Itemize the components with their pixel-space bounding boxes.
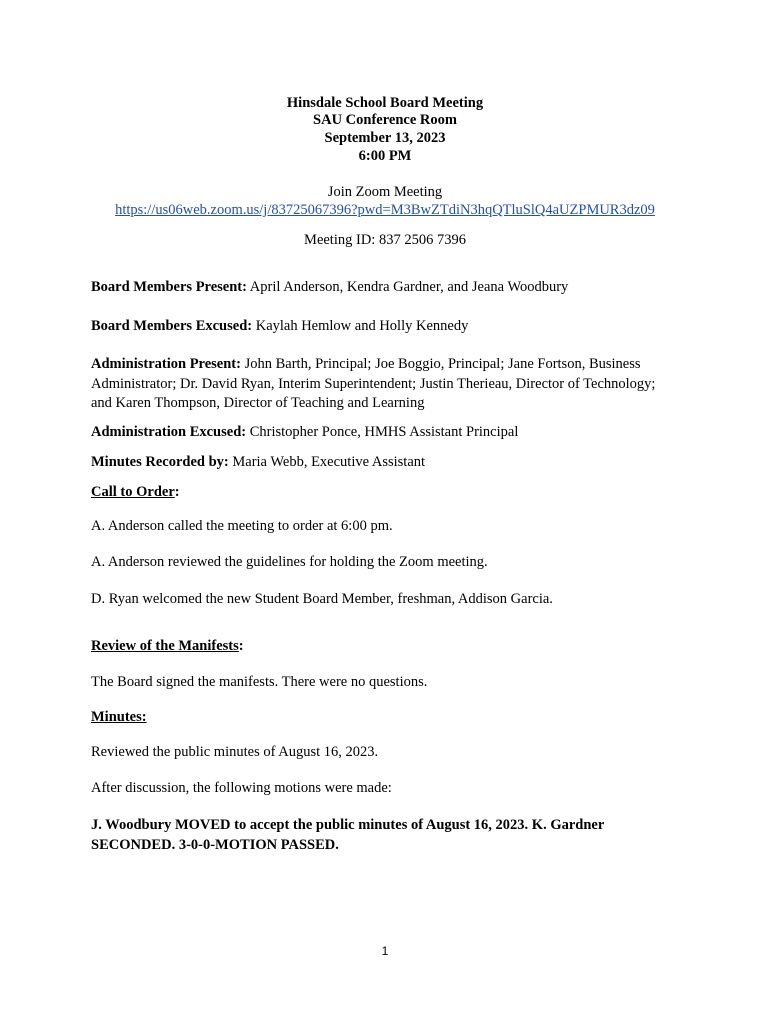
call-to-order-colon: : xyxy=(174,484,180,500)
admin-excused-value: Christopher Ponce, HMHS Assistant Principal xyxy=(246,424,519,440)
zoom-meeting-link[interactable]: https://us06web.zoom.us/j/83725067396?pwd=M3BwZTdiN3hqQTluSlQ4aUZPMUR3dz09 xyxy=(115,202,655,218)
minutes-p2: After discussion, the following motions were made: xyxy=(91,780,392,796)
meeting-time: 6:00 PM xyxy=(358,148,412,164)
call-to-order-heading-row xyxy=(91,483,681,503)
page-number: 1 xyxy=(381,944,389,958)
board-present-paragraph xyxy=(91,278,681,298)
admin-excused-label: Administration Excused: xyxy=(91,424,247,440)
board-present-label: Board Members Present: xyxy=(91,279,247,295)
recorder-label: Minutes Recorded by: xyxy=(91,454,229,470)
minutes-motion: J. Woodbury MOVED to accept the public minutes of August 16, 2023. K. Gardner SECONDED. 3-0-0-MOTION PASSED. xyxy=(91,817,605,853)
meeting-date: September 13, 2023 xyxy=(324,130,446,146)
admin-present-value: John Barth, Principal; Joe Boggio, Principal; Jane Fortson, Business Administrator; Dr. David Ryan, Interim Superintendent; Justin Therieau, Director of Technology; and Karen Thompson, Director of Teaching and Learning xyxy=(91,356,656,411)
board-present-value: April Anderson, Kendra Gardner, and Jeana Woodbury xyxy=(246,279,569,295)
manifests-heading: Review of the Manifests xyxy=(91,638,239,654)
call-to-order-p3: D. Ryan welcomed the new Student Board Member, freshman, Addison Garcia. xyxy=(91,591,553,607)
zoom-link-row xyxy=(0,201,770,220)
zoom-label: Join Zoom Meeting xyxy=(327,184,443,200)
manifests-p1: The Board signed the manifests. There were no questions. xyxy=(91,674,428,690)
call-to-order-p2: A. Anderson reviewed the guidelines for holding the Zoom meeting. xyxy=(91,554,488,570)
board-excused-value: Kaylah Hemlow and Holly Kennedy xyxy=(252,318,469,334)
recorder-paragraph xyxy=(91,453,681,473)
recorder-value: Maria Webb, Executive Assistant xyxy=(228,454,426,470)
admin-excused-paragraph xyxy=(91,423,681,443)
meeting-title: Hinsdale School Board Meeting xyxy=(286,95,484,111)
meeting-location: SAU Conference Room xyxy=(313,112,457,128)
board-excused-paragraph xyxy=(91,317,681,337)
call-to-order-heading: Call to Order xyxy=(91,484,175,500)
board-excused-label: Board Members Excused: xyxy=(91,318,253,334)
meeting-id: Meeting ID: 837 2506 7396 xyxy=(304,232,466,248)
manifests-heading-row xyxy=(91,637,681,657)
manifests-colon: : xyxy=(238,638,244,654)
call-to-order-p1: A. Anderson called the meeting to order at 6:00 pm. xyxy=(91,518,393,534)
minutes-p1: Reviewed the public minutes of August 16, 2023. xyxy=(91,744,379,760)
admin-present-label: Administration Present: xyxy=(91,356,241,372)
admin-present-paragraph xyxy=(91,355,676,414)
minutes-heading: Minutes: xyxy=(91,709,147,725)
